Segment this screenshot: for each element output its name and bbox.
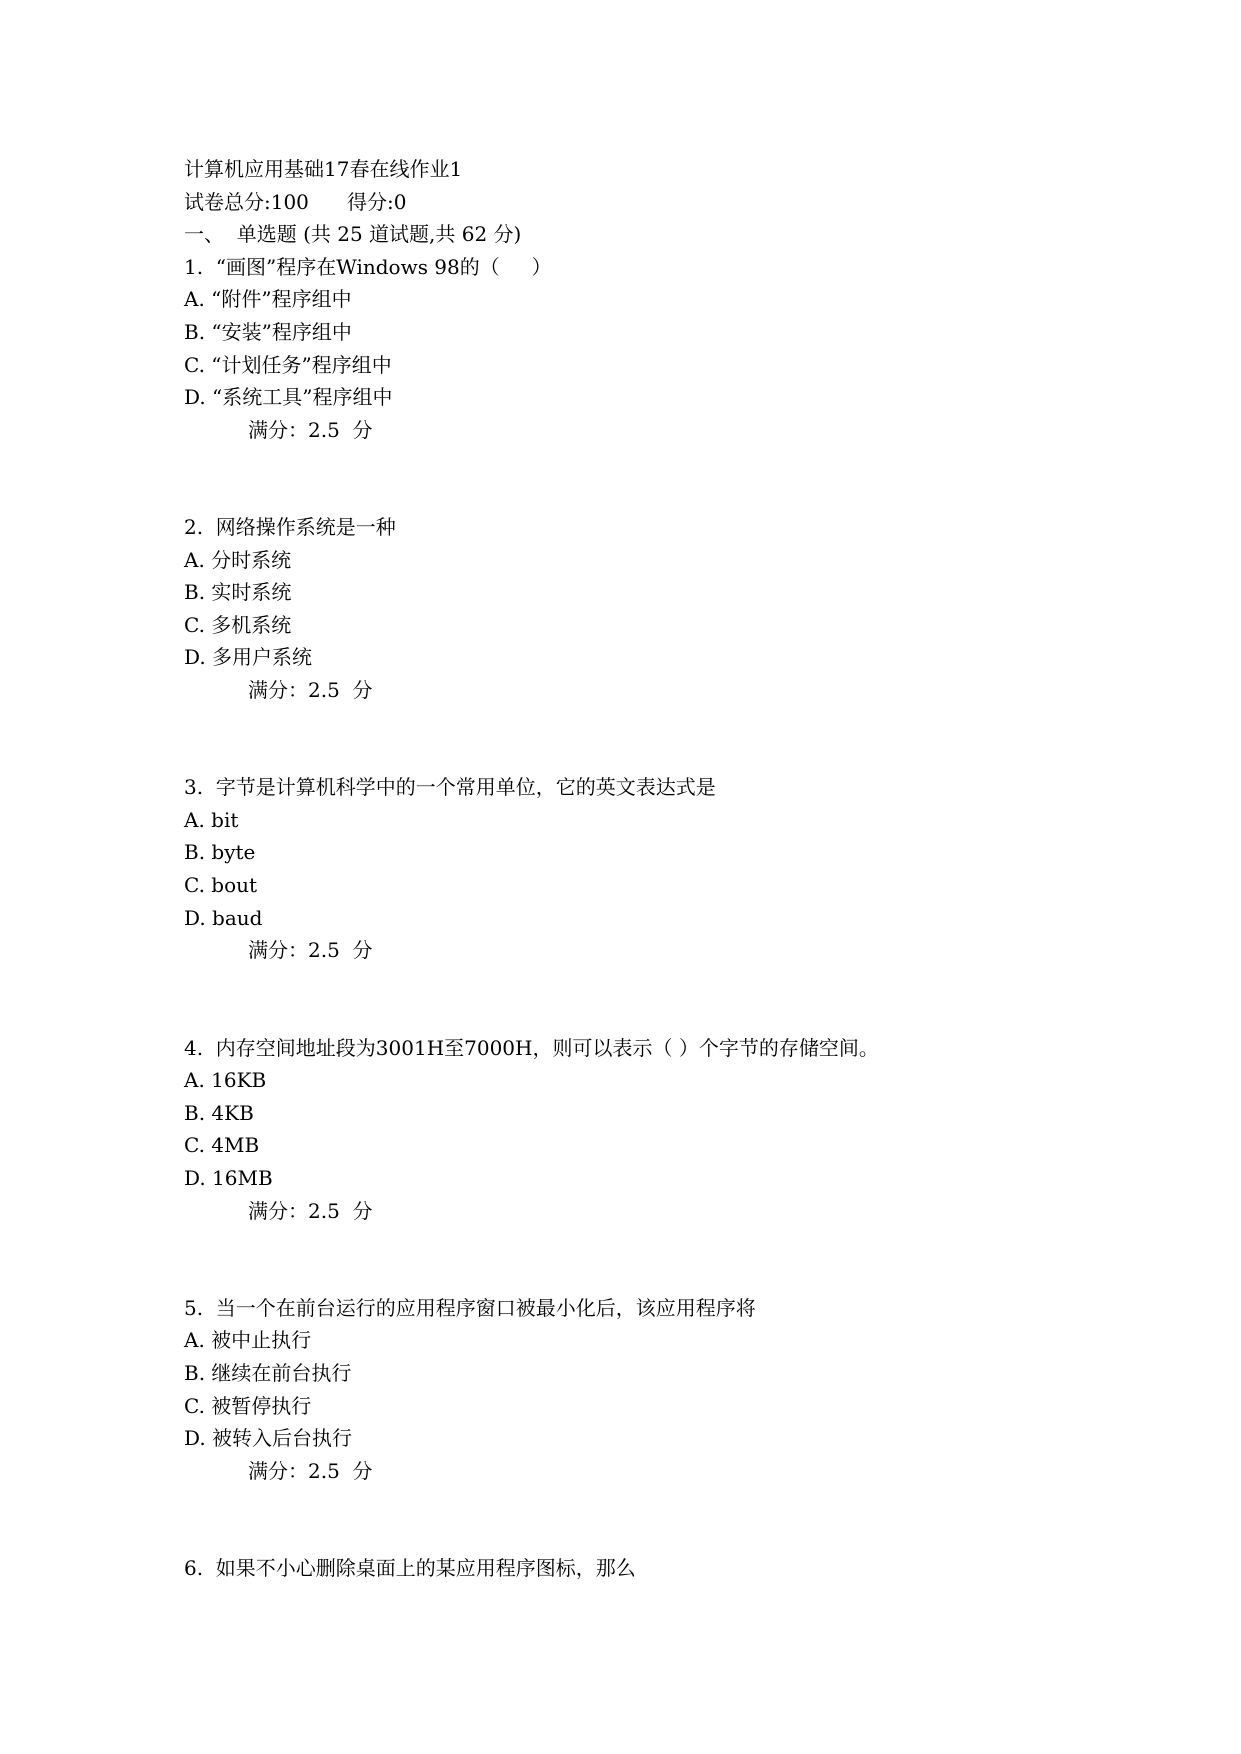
question-score: 满分：2.5 分: [248, 1198, 373, 1223]
question-spacer: [184, 707, 1144, 772]
question-spacer: [184, 1487, 1144, 1552]
question-stem: 2. 网络操作系统是一种: [184, 515, 396, 540]
option-a: A. 16KB: [184, 1068, 267, 1093]
question-1: [184, 251, 1144, 447]
question-5: [184, 1292, 1144, 1488]
option-c: C. bout: [184, 873, 258, 898]
option-a: A. 分时系统: [184, 547, 292, 572]
question-stem: 4. 内存空间地址段为3001H至7000H，则可以表示（ ）个字节的存储空间。: [184, 1035, 879, 1060]
option-c: C. 被暂停执行: [184, 1393, 312, 1418]
option-c: C. 多机系统: [184, 612, 292, 637]
question-6: [184, 1552, 1144, 1585]
option-d: D. 被转入后台执行: [184, 1426, 353, 1451]
question-2: [184, 511, 1144, 707]
total-score-line: 试卷总分:100 得分:0: [184, 189, 407, 214]
question-spacer: [184, 967, 1144, 1032]
option-d: D. 16MB: [184, 1165, 273, 1190]
option-b: B. 实时系统: [184, 580, 292, 605]
section-heading: 一、 单选题 (共 25 道试题,共 62 分): [184, 222, 522, 247]
document-content: [184, 153, 1144, 1585]
option-d: D. “系统工具”程序组中: [184, 385, 393, 410]
question-stem: 3. 字节是计算机科学中的一个常用单位，它的英文表达式是: [184, 775, 716, 800]
option-a: A. 被中止执行: [184, 1328, 312, 1353]
document-title: 计算机应用基础17春在线作业1: [184, 157, 463, 181]
question-4: [184, 1032, 1144, 1228]
option-a: A. bit: [184, 807, 239, 832]
option-a: A. “附件”程序组中: [184, 287, 352, 312]
option-b: B. byte: [184, 840, 256, 865]
option-b: B. “安装”程序组中: [184, 319, 352, 344]
question-score: 满分：2.5 分: [248, 417, 373, 442]
question-spacer: [184, 446, 1144, 511]
question-stem: 5. 当一个在前台运行的应用程序窗口被最小化后，该应用程序将: [184, 1295, 756, 1320]
question-3: [184, 771, 1144, 967]
option-b: B. 继续在前台执行: [184, 1360, 352, 1385]
option-d: D. baud: [184, 905, 263, 930]
question-score: 满分：2.5 分: [248, 678, 373, 702]
option-d: D. 多用户系统: [184, 645, 313, 670]
question-score: 满分：2.5 分: [248, 1458, 373, 1483]
question-spacer: [184, 1227, 1144, 1292]
option-b: B. 4KB: [184, 1100, 254, 1125]
question-stem: 6. 如果不小心删除桌面上的某应用程序图标，那么: [184, 1556, 636, 1581]
option-c: C. “计划任务”程序组中: [184, 352, 392, 377]
question-stem: 1. “画图”程序在Windows 98的（ ）: [184, 254, 552, 279]
option-c: C. 4MB: [184, 1133, 260, 1158]
question-score: 满分：2.5 分: [248, 938, 373, 963]
